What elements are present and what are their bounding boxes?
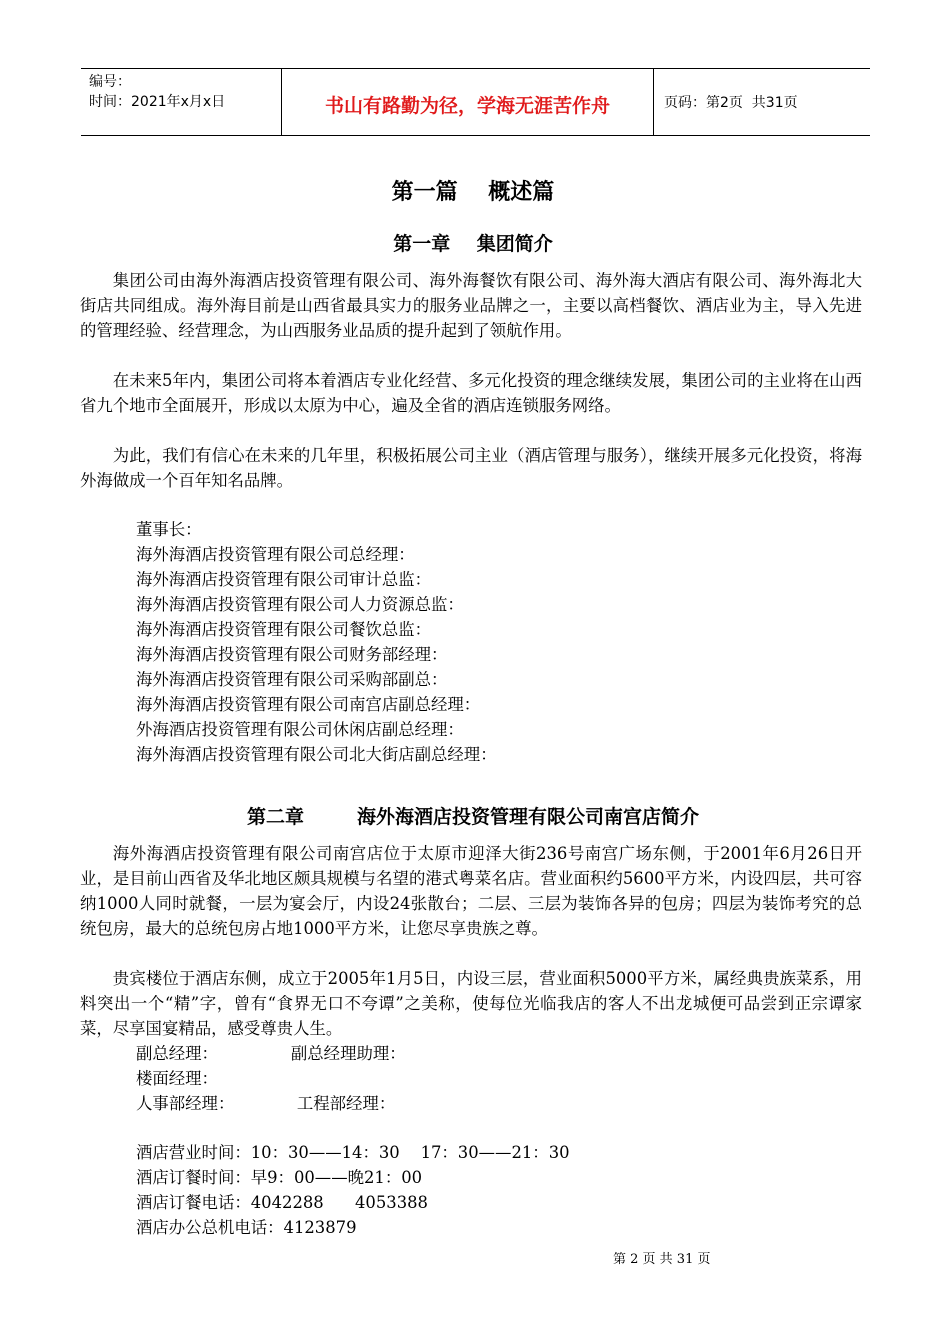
staff-line: 海外海酒店投资管理有限公司总经理：	[136, 545, 415, 564]
info-line: 酒店订餐电话：4042288 4053388	[136, 1193, 428, 1212]
staff-line: 外海酒店投资管理有限公司休闲店副总经理：	[136, 720, 464, 739]
header-meta	[81, 69, 282, 135]
info-line: 酒店订餐时间：早9：00——晚21：00	[136, 1168, 423, 1187]
staff-line: 海外海酒店投资管理有限公司南宫店副总经理：	[136, 695, 481, 714]
chapter-1-paragraph: 为此，我们有信心在未来的几年里，积极拓展公司主业（酒店管理与服务），继续开展多元化投资，将海外海做成一个百年知名品牌。	[80, 446, 862, 490]
part-title: 第一篇 概述篇	[391, 180, 555, 205]
staff-line: 海外海酒店投资管理有限公司北大街店副总经理：	[136, 745, 497, 764]
header-motto: 书山有路勤为径，学海无涯苦作舟	[282, 69, 654, 135]
info-line: 酒店办公总机电话：4123879	[136, 1218, 357, 1237]
chapter-1-title: 第一章 集团简介	[393, 233, 553, 255]
page-footer: 第 2 页 共 31 页	[613, 1252, 711, 1267]
page-header	[81, 68, 870, 136]
staff-line: 海外海酒店投资管理有限公司财务部经理：	[136, 645, 448, 664]
header-number: 编号：	[89, 74, 131, 90]
chapter-2-title: 第二章 海外海酒店投资管理有限公司南宫店简介	[247, 806, 699, 828]
chapter-2-paragraph: 海外海酒店投资管理有限公司南宫店位于太原市迎泽大街236号南宫广场东侧，于2001年6月26日开业，是目前山西省及华北地区颇具规模与名望的港式粤菜名店。营业面积约5600平方米，内设四层，共可容纳1000人同时就餐，一层为宴会厅，内设24张散台；二层、三层为装饰各异的包房；四层为装饰考究的总统包房，最大的总统包房占地1000平方米，让您尽享贵族之尊。	[80, 844, 862, 938]
chapter-2-paragraph: 贵宾楼位于酒店东侧，成立于2005年1月5日，内设三层，营业面积5000平方米，属经典贵族菜系，用料突出一个“精”字，曾有“食界无口不夸谭”之美称，使每位光临我店的客人不出龙城便可品尝到正宗谭家菜，尽享国宴精品，感受尊贵人生。	[80, 969, 862, 1038]
staff-line: 海外海酒店投资管理有限公司采购部副总：	[136, 670, 448, 689]
staff-line: 人事部经理： 工程部经理：	[136, 1094, 396, 1113]
chapter-1-paragraph: 在未来5年内，集团公司将本着酒店专业化经营、多元化投资的理念继续发展，集团公司的主业将在山西省九个地市全面展开，形成以太原为中心，遍及全省的酒店连锁服务网络。	[80, 371, 862, 415]
staff-line: 海外海酒店投资管理有限公司审计总监：	[136, 570, 432, 589]
staff-line: 楼面经理：	[136, 1069, 218, 1088]
header-date: 时间：2021年x月x日	[89, 94, 226, 110]
header-page-text: 页码：第2页 共31页	[664, 95, 798, 111]
info-line: 酒店营业时间：10：30——14：30 17：30——21：30	[136, 1143, 570, 1162]
staff-line: 海外海酒店投资管理有限公司餐饮总监：	[136, 620, 432, 639]
staff-line: 董事长：	[136, 520, 202, 539]
header-page-info	[654, 69, 870, 135]
chapter-1-paragraph: 集团公司由海外海酒店投资管理有限公司、海外海餐饮有限公司、海外海大酒店有限公司、海外海北大街店共同组成。海外海目前是山西省最具实力的服务业品牌之一，主要以高档餐饮、酒店业为主，导入先进的管理经验、经营理念，为山西服务业品质的提升起到了领航作用。	[80, 271, 862, 340]
staff-line: 海外海酒店投资管理有限公司人力资源总监：	[136, 595, 464, 614]
staff-line: 副总经理： 副总经理助理：	[136, 1044, 406, 1063]
